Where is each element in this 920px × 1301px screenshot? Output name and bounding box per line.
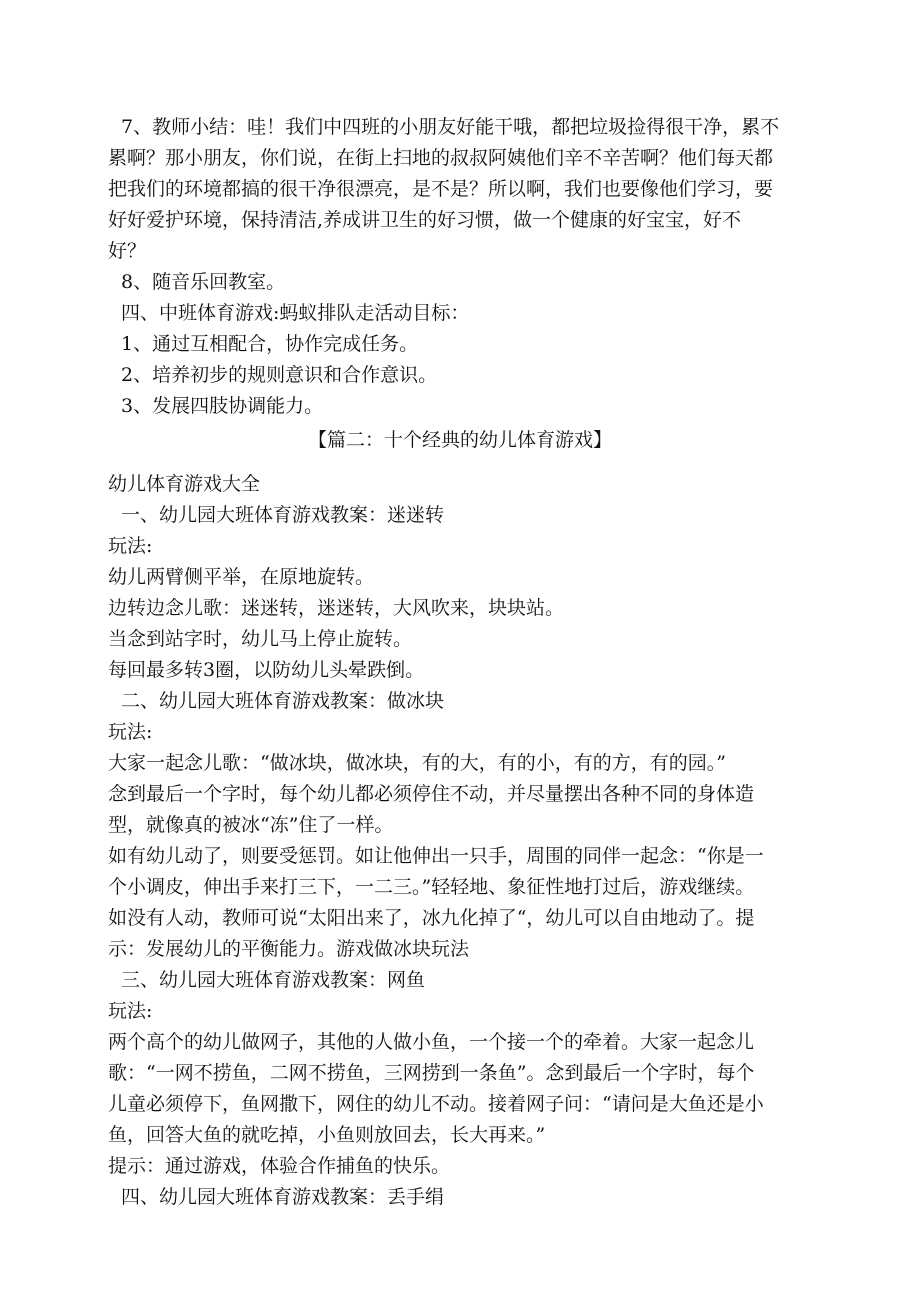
paragraph-7-line-1: 7、教师小结：哇！我们中四班的小朋友好能干哦，都把垃圾捡得很干净，累不 — [121, 116, 780, 138]
game-3-line-5: 提示：通过游戏，体验合作捕鱼的快乐。 — [108, 1155, 451, 1177]
paragraph-7-line-2: 累啊？那小朋友，你们说，在街上扫地的叔叔阿姨他们辛不辛苦啊？他们每天都 — [108, 147, 774, 169]
game-2-line-5: 个小调皮，伸出手来打三下，一二三。”轻轻地、象征性地打过后，游戏继续。 — [108, 876, 755, 898]
paragraph-7-line-5: 好？ — [108, 240, 147, 262]
section-two-subtitle: 幼儿体育游戏大全 — [108, 473, 261, 495]
section-two-title: 【篇二：十个经典的幼儿体育游戏】 — [307, 429, 612, 451]
game-2-line-4: 如有幼儿动了，则要受惩罚。如让他伸出一只手，周围的同伴一起念：“你是一 — [108, 845, 764, 867]
game-1-line-2: 边转边念儿歌：迷迷转，迷迷转，大风吹来，块块站。 — [108, 597, 565, 619]
paragraph-7-line-4: 好好爱护环境，保持清洁,养成讲卫生的好习惯，做一个健康的好宝宝，好不 — [108, 209, 742, 231]
game-3-heading: 三、幼儿园大班体育游戏教案：网鱼 — [121, 969, 426, 991]
game-2-line-3: 型，就像真的被冰“冻”住了一样。 — [108, 814, 394, 836]
goal-3: 3、发展四肢协调能力。 — [121, 395, 324, 417]
game-4-heading: 四、幼儿园大班体育游戏教案：丢手绢 — [121, 1186, 445, 1208]
item-8: 8、随音乐回教室。 — [121, 271, 286, 293]
game-2-line-1: 大家一起念儿歌：“做冰块，做冰块，有的大，有的小，有的方，有的园。” — [108, 752, 726, 774]
game-2-line-6: 如没有人动，教师可说“太阳出来了，冰九化掉了“，幼儿可以自由地动了。提 — [108, 907, 755, 929]
game-2-play-label: 玩法: — [108, 721, 153, 743]
goal-1: 1、通过互相配合，协作完成任务。 — [121, 333, 419, 355]
game-1-line-3: 当念到站字时，幼儿马上停止旋转。 — [108, 628, 413, 650]
paragraph-7-line-3: 把我们的环境都搞的很干净很漂亮，是不是？所以啊，我们也要像他们学习，要 — [108, 178, 774, 200]
game-2-line-2: 念到最后一个字时，每个幼儿都必须停住不动，并尽量摆出各种不同的身体造 — [108, 783, 755, 805]
game-3-line-3: 儿童必须停下，鱼网撒下，网住的幼儿不动。接着网子问：“请问是大鱼还是小 — [108, 1093, 764, 1115]
section-four-heading: 四、中班体育游戏:蚂蚁排队走活动目标： — [121, 302, 470, 324]
game-3-play-label: 玩法: — [108, 1000, 153, 1022]
game-2-heading: 二、幼儿园大班体育游戏教案：做冰块 — [121, 690, 445, 712]
game-1-line-4: 每回最多转3圈，以防幼儿头晕跌倒。 — [108, 659, 425, 681]
game-3-line-1: 两个高个的幼儿做网子，其他的人做小鱼，一个接一个的牵着。大家一起念儿 — [108, 1031, 755, 1053]
goal-2: 2、培养初步的规则意识和合作意识。 — [121, 364, 438, 386]
game-1-play-label: 玩法: — [108, 535, 153, 557]
game-3-line-4: 鱼，回答大鱼的就吃掉，小鱼则放回去，长大再来。” — [108, 1124, 546, 1146]
game-3-line-2: 歌：“一网不捞鱼，二网不捞鱼，三网捞到一条鱼”。念到最后一个字时，每个 — [108, 1062, 755, 1084]
game-1-heading: 一、幼儿园大班体育游戏教案：迷迷转 — [121, 504, 445, 526]
game-2-line-7: 示：发展幼儿的平衡能力。游戏做冰块玩法 — [108, 938, 470, 960]
game-1-line-1: 幼儿两臂侧平举，在原地旋转。 — [108, 566, 375, 588]
